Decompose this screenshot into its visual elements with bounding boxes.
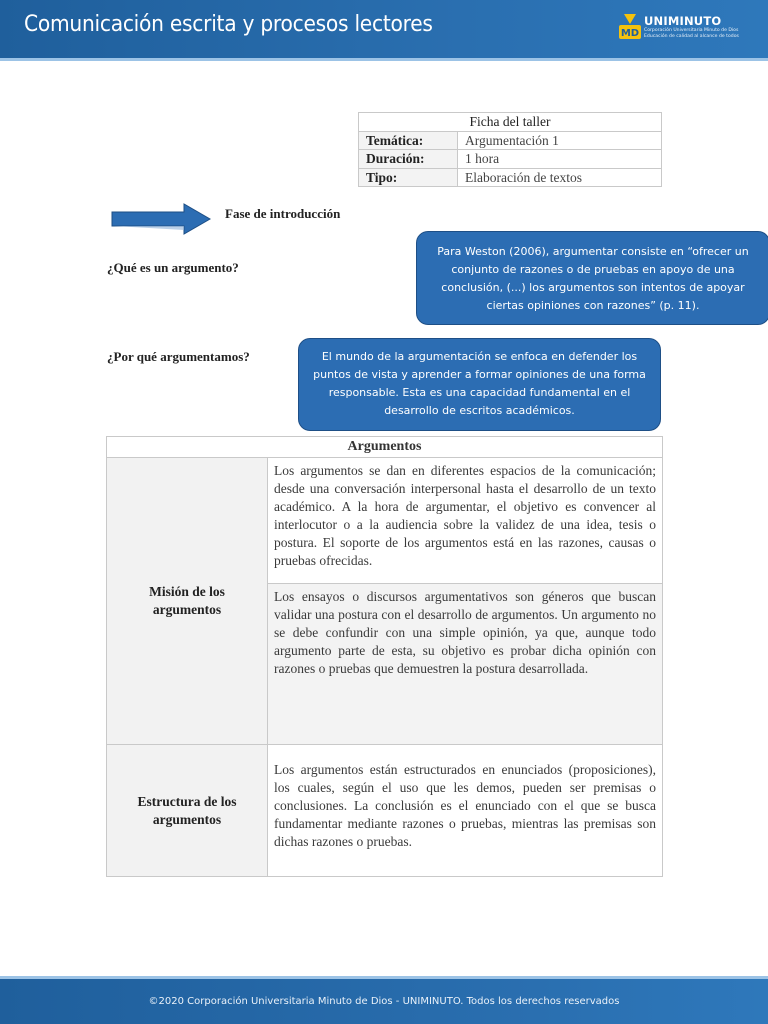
phase-title: Fase de introducción (225, 206, 341, 221)
logo-name: UNIMINUTO (644, 14, 722, 28)
mision-text-2: Los ensayos o discursos argumentativos son géneros que buscan validar una postura con el desarrollo de argumentos. Un argumento no se debe confundir con una simple opinión, ya que, aunque todo argumento parte de esta, su objetivo es probar dicha opinión con razones o pruebas que demuestren la postura desarrollada. (267, 583, 663, 745)
uniminuto-logo (618, 12, 740, 46)
mision-text-1: Los argumentos se dan en diferentes espacios de la comunicación; desde una conversación interpersonal hasta el desarrollo de un texto académico. A la hora de argumentar, el objetivo es convencer al interlocutor o a la audiencia sobre la validez de una idea, tesis o postura. El soporte de los argumentos está en las razones, causas o pruebas ofrecidas. (267, 457, 663, 584)
svg-text:MD: MD (620, 28, 640, 39)
ficha-title: Ficha del taller (359, 113, 662, 132)
copyright-text: ©2020 Corporación Universitaria Minuto de Dios - UNIMINUTO. Todos los derechos reservados (148, 996, 620, 1007)
estructura-label-text: Estructura de los argumentos (137, 793, 237, 827)
logo-mark-icon (618, 12, 642, 46)
logo-slogan: Educación de calidad al alcance de todos (644, 34, 739, 39)
right-arrow-icon (110, 202, 214, 238)
mision-label-text: Misión de los argumentos (149, 584, 225, 617)
header-divider (0, 58, 768, 61)
ficha-value: Argumentación 1 (458, 131, 662, 150)
mision-label (106, 457, 268, 745)
argumentos-table (106, 436, 663, 877)
ficha-table (358, 112, 662, 187)
ficha-row (359, 150, 662, 169)
question-what: ¿Qué es un argumento? (107, 260, 239, 275)
logo-subtitle: Corporación Universitaria Minuto de Dios (644, 28, 739, 33)
ficha-label: Duración: (359, 150, 458, 169)
ficha-label: Temática: (359, 131, 458, 150)
estructura-label (106, 744, 268, 877)
header-bar (0, 0, 768, 58)
callout-purpose: El mundo de la argumentación se enfoca en defender los puntos de vista y aprender a formar opiniones de una forma responsable. Esta es una capacidad fundamental en el desarrollo de escritos académicos. (298, 338, 661, 431)
ficha-row (359, 131, 662, 150)
ficha-value: 1 hora (458, 150, 662, 169)
callout-definition: Para Weston (2006), argumentar consiste en “ofrecer un conjunto de razones o de pruebas en apoyo de una conclusión, (...) los argumentos son intentos de apoyar ciertas opiniones con razones” (p. 11). (416, 231, 768, 325)
course-title: Comunicación escrita y procesos lectores (24, 12, 433, 37)
ficha-label: Tipo: (359, 168, 458, 187)
ficha-row (359, 168, 662, 187)
footer-bar (0, 979, 768, 1024)
question-why: ¿Por qué argumentamos? (107, 349, 250, 364)
estructura-text: Los argumentos están estructurados en enunciados (proposiciones), los cuales, según el uso que les demos, pueden ser premisas o conclusiones. La conclusión es el enunciado con el que se busca fundamentar mediante razones o pruebas, mientras las premisas son dichas razones o pruebas. (267, 744, 663, 877)
ficha-value: Elaboración de textos (458, 168, 662, 187)
argumentos-title: Argumentos (106, 436, 663, 458)
